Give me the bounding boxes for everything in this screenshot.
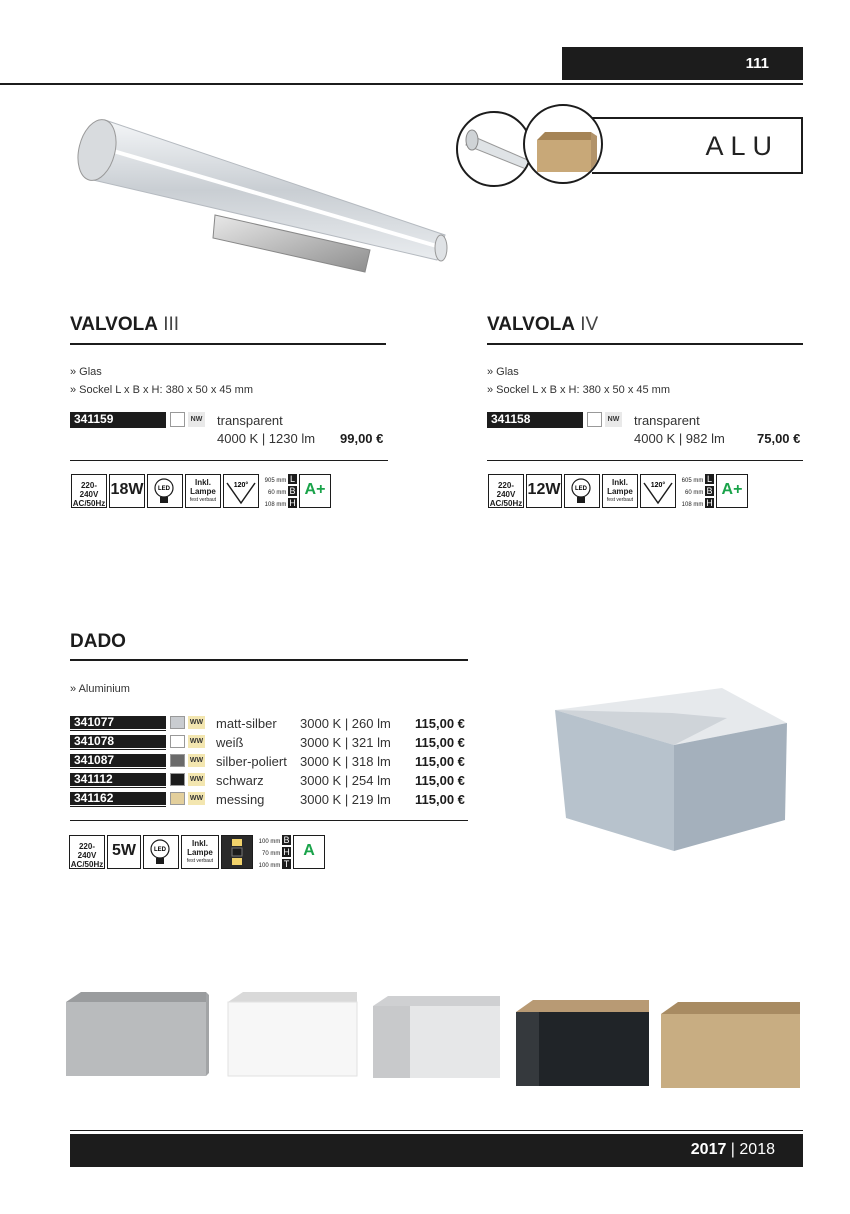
feature-item: » Glas xyxy=(487,366,519,378)
variant-color: silber-poliert xyxy=(216,754,287,769)
variant-spec: 3000 K | 318 lm xyxy=(300,754,391,769)
variant-price: 115,00 € xyxy=(415,773,465,788)
year-current: 2017 xyxy=(690,1141,727,1158)
dado-brass-image xyxy=(658,1000,804,1092)
feature-list xyxy=(70,363,253,399)
footer-bar xyxy=(70,1134,803,1167)
product-name: VALVOLA xyxy=(487,314,575,335)
svg-text:LED: LED xyxy=(154,847,166,853)
code-underline xyxy=(70,730,166,731)
variant-color: weiß xyxy=(216,735,244,750)
product-name: DADO xyxy=(70,631,126,652)
feature-item: » Sockel L x B x H: 380 x 50 x 45 mm xyxy=(487,384,671,396)
color-temp-badge: WW xyxy=(188,716,205,729)
variant-color: transparent xyxy=(634,413,700,428)
variant-price: 115,00 € xyxy=(415,735,465,750)
variant-spec: 3000 K | 260 lm xyxy=(300,716,391,731)
header-rule xyxy=(0,83,803,85)
color-temp-badge: WW xyxy=(188,754,205,767)
color-swatch xyxy=(170,773,185,786)
code-underline xyxy=(70,787,166,788)
wattage-icon: 18W xyxy=(109,474,145,508)
article-code: 341158 xyxy=(487,412,583,427)
product-name: VALVOLA xyxy=(70,314,158,335)
color-swatch xyxy=(170,792,185,805)
voltage-icon: 220-240V AC/50Hz xyxy=(69,835,105,869)
title-rule xyxy=(487,343,803,345)
voltage-icon: 220-240V AC/50Hz xyxy=(488,474,524,508)
product-suffix: IV xyxy=(580,314,599,335)
dado-silver-image xyxy=(552,683,792,855)
code-underline xyxy=(487,427,583,428)
variant-price: 75,00 € xyxy=(757,431,801,446)
color-temp-badge: NW xyxy=(188,412,205,427)
valvola-lamp-image xyxy=(65,110,455,275)
color-swatch xyxy=(170,716,185,729)
svg-text:120°: 120° xyxy=(650,482,666,489)
catalog-years: 2017 | 2018 xyxy=(690,1141,775,1158)
led-bulb-icon xyxy=(147,474,183,508)
product-suffix: III xyxy=(163,314,180,335)
svg-text:LED: LED xyxy=(575,486,587,492)
up-down-light-icon xyxy=(221,835,253,869)
page-number-bar xyxy=(562,47,803,80)
article-code: 341159 xyxy=(70,412,166,427)
dado-matt-silver-image xyxy=(63,990,211,1082)
variant-spec: 3000 K | 321 lm xyxy=(300,735,391,750)
dado-brass-thumbnail xyxy=(523,104,603,184)
variant-spec: 3000 K | 254 lm xyxy=(300,773,391,788)
material-badge xyxy=(592,117,803,174)
variant-spec: 4000 K | 982 lm xyxy=(634,431,725,446)
led-bulb-icon xyxy=(143,835,179,869)
feature-list xyxy=(487,363,670,399)
article-code: 341112 xyxy=(70,773,166,786)
color-swatch xyxy=(587,412,602,427)
dado-white-image xyxy=(225,990,361,1082)
page-number: 111 xyxy=(745,55,769,72)
color-temp-badge: WW xyxy=(188,735,205,748)
price-rule xyxy=(70,460,388,461)
beam-angle-icon xyxy=(223,474,259,508)
variant-color: schwarz xyxy=(216,773,264,788)
material-label: ALU xyxy=(705,131,779,161)
article-code: 341078 xyxy=(70,735,166,748)
feature-item: » Glas xyxy=(70,366,102,378)
lamp-included-icon: Inkl. Lampe fest verbaut xyxy=(181,835,219,869)
feature-item: » Aluminium xyxy=(70,683,130,695)
variant-price: 115,00 € xyxy=(415,792,465,807)
color-temp-badge: WW xyxy=(188,792,205,805)
voltage-icon: 220-240V AC/50Hz xyxy=(71,474,107,508)
product-title-valvola-3 xyxy=(70,314,179,336)
title-rule xyxy=(70,659,468,661)
price-rule xyxy=(70,820,468,821)
color-temp-badge: NW xyxy=(605,412,622,427)
energy-class-icon: A+ xyxy=(299,474,331,508)
variant-spec: 3000 K | 219 lm xyxy=(300,792,391,807)
code-underline xyxy=(70,806,166,807)
energy-class-icon: A+ xyxy=(716,474,748,508)
year-next: 2018 xyxy=(739,1141,775,1158)
variant-color: messing xyxy=(216,792,265,807)
variant-price: 115,00 € xyxy=(415,754,465,769)
article-code: 341087 xyxy=(70,754,166,767)
valvola-thumbnail xyxy=(456,111,532,187)
code-underline xyxy=(70,749,166,750)
wattage-icon: 5W xyxy=(107,835,141,869)
variant-color: matt-silber xyxy=(216,716,277,731)
dado-black-image xyxy=(513,998,653,1090)
product-title-valvola-4 xyxy=(487,314,598,336)
variant-price: 99,00 € xyxy=(340,431,384,446)
product-title-dado xyxy=(70,631,126,653)
feature-item: » Sockel L x B x H: 380 x 50 x 45 mm xyxy=(70,384,254,396)
code-underline xyxy=(70,768,166,769)
wattage-icon: 12W xyxy=(526,474,562,508)
title-rule xyxy=(70,343,386,345)
code-underline xyxy=(70,427,166,428)
svg-text:LED: LED xyxy=(158,486,170,492)
beam-angle-icon xyxy=(640,474,676,508)
color-temp-badge: WW xyxy=(188,773,205,786)
energy-class-icon: A xyxy=(293,835,325,869)
svg-text:120°: 120° xyxy=(233,482,249,489)
feature-list xyxy=(70,680,130,698)
dimensions-icon: 905 mm L 60 mm B 108 mm H xyxy=(264,474,296,508)
variant-price: 115,00 € xyxy=(415,716,465,731)
footer-rule xyxy=(70,1130,803,1131)
price-rule xyxy=(487,460,803,461)
article-code: 341077 xyxy=(70,716,166,729)
dado-polished-silver-image xyxy=(370,994,504,1084)
color-swatch xyxy=(170,754,185,767)
color-swatch xyxy=(170,735,185,748)
color-swatch xyxy=(170,412,185,427)
led-bulb-icon xyxy=(564,474,600,508)
variant-color: transparent xyxy=(217,413,283,428)
lamp-included-icon: Inkl. Lampe fest verbaut xyxy=(185,474,221,508)
variant-spec: 4000 K | 1230 lm xyxy=(217,431,316,446)
lamp-included-icon: Inkl. Lampe fest verbaut xyxy=(602,474,638,508)
dimensions-icon: 605 mm L 60 mm B 108 mm H xyxy=(681,474,713,508)
article-code: 341162 xyxy=(70,792,166,805)
dimensions-icon: 100 mm B 70 mm H 100 mm T xyxy=(258,835,290,869)
